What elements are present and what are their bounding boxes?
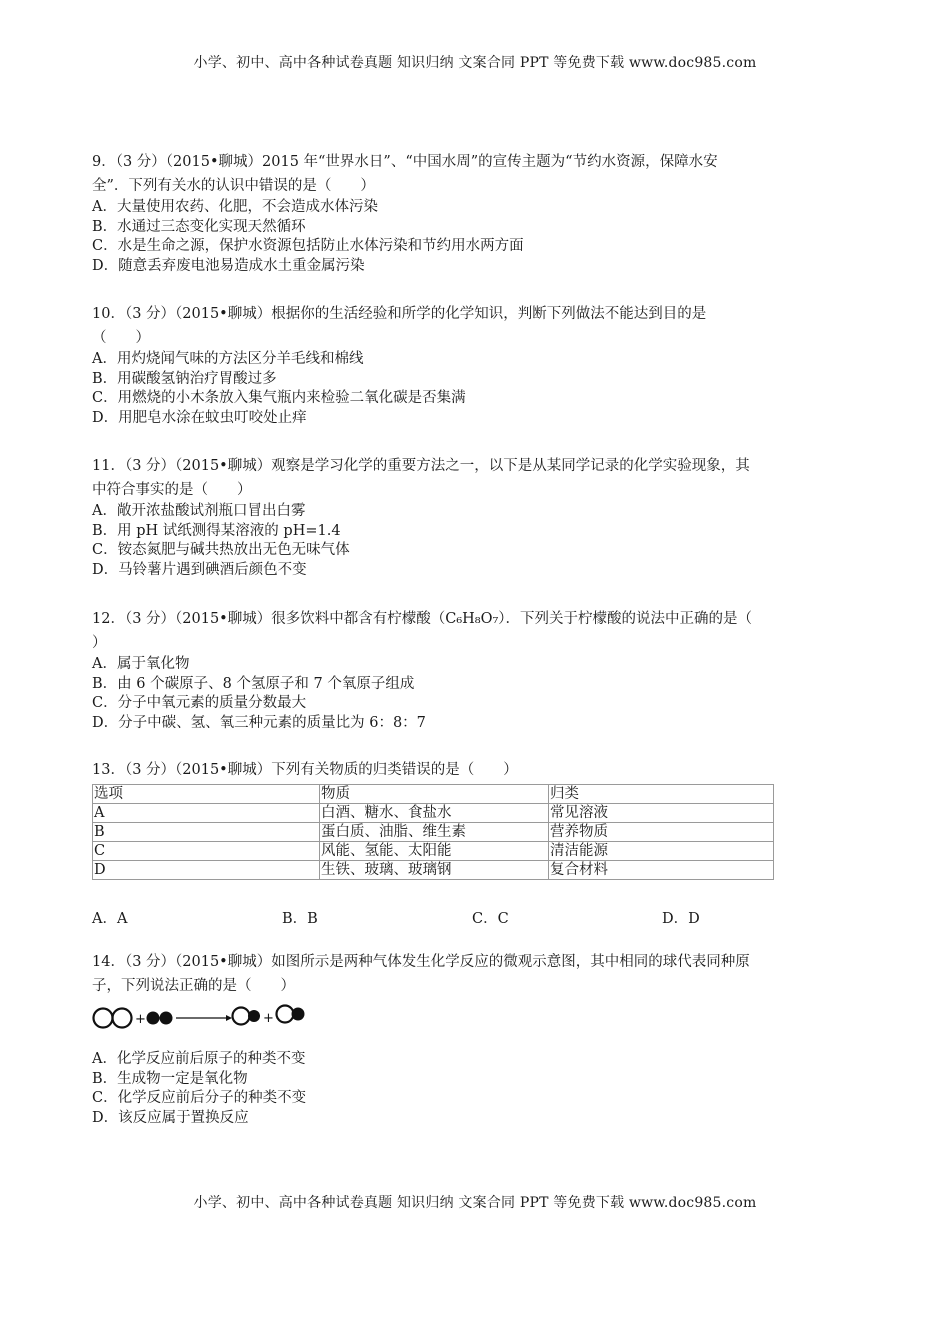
question-13-option-c: C．C — [472, 911, 509, 927]
question-14-stem-line2: 子，下列说法正确的是（ ） — [92, 978, 295, 994]
question-10-option-d: D．用肥皂水涂在蚊虫叮咬处止痒 — [92, 409, 307, 426]
question-12-option-d: D．分子中碳、氢、氧三种元素的质量比为 6：8：7 — [92, 714, 426, 731]
question-13-options — [92, 907, 852, 928]
table-header-row — [93, 785, 774, 804]
question-9-option-c: C．水是生命之源，保护水资源包括防止水体污染和节约用水两方面 — [92, 238, 524, 255]
table-header-cell: 物质 — [320, 785, 549, 804]
question-14-option-b: B．生成物一定是氧化物 — [92, 1070, 248, 1087]
plus-sign: + — [263, 1011, 274, 1026]
question-9-option-d: D．随意丢弃废电池易造成水土重金属污染 — [92, 257, 365, 274]
page-header: 小学、初中、高中各种试卷真题 知识归纳 文案合同 PPT 等免费下载 www.doc985.com — [193, 55, 757, 71]
table-cell: 蛋白质、油脂、维生素 — [320, 823, 549, 842]
question-9-option-b: B．水通过三态变化实现天然循环 — [92, 218, 306, 235]
product-molecule-2 — [277, 1006, 305, 1023]
plus-sign: + — [135, 1012, 146, 1027]
table-cell: D — [93, 861, 320, 880]
question-10-stem-line2: （ ） — [92, 330, 150, 346]
question-13 — [92, 758, 852, 928]
question-14-option-a: A．化学反应前后原子的种类不变 — [92, 1051, 306, 1067]
product-molecule-1 — [233, 1008, 261, 1025]
table-row — [93, 804, 774, 823]
reactant-black-molecule — [147, 1012, 173, 1025]
table-cell: 清洁能源 — [549, 842, 774, 861]
question-11 — [92, 454, 852, 580]
page-footer: 小学、初中、高中各种试卷真题 知识归纳 文案合同 PPT 等免费下载 www.doc985.com — [193, 1195, 757, 1211]
question-11-option-c: C．铵态氮肥与碱共热放出无色无味气体 — [92, 542, 350, 559]
reactant-white-molecule — [94, 1009, 132, 1028]
question-9-stem-line1: 9．（3 分）（2015•聊城）2015 年“世界水日”、“中国水周”的宣传主题为“节约水资源，保障水安 — [92, 154, 718, 170]
question-13-option-d: D．D — [662, 911, 700, 927]
classification-table — [92, 784, 774, 880]
table-cell: 常见溶液 — [549, 804, 774, 823]
question-9-stem-line2: 全”．下列有关水的认识中错误的是（ ） — [92, 178, 375, 194]
question-11-stem-line1: 11．（3 分）（2015•聊城）观察是学习化学的重要方法之一，以下是从某同学记录的化学实验现象，其 — [92, 458, 750, 474]
question-14-option-d: D．该反应属于置换反应 — [92, 1109, 249, 1126]
question-14-stem-line1: 14．（3 分）（2015•聊城）如图所示是两种气体发生化学反应的微观示意图，其中相同的球代表同种原 — [92, 954, 750, 970]
question-13-stem: 13．（3 分）（2015•聊城）下列有关物质的归类错误的是（ ） — [92, 762, 518, 778]
question-9-option-a: A．大量使用农药、化肥，不会造成水体污染 — [92, 199, 378, 215]
question-11-stem-line2: 中符合事实的是（ ） — [92, 482, 252, 498]
table-cell: 复合材料 — [549, 861, 774, 880]
question-10-option-b: B．用碳酸氢钠治疗胃酸过多 — [92, 370, 277, 387]
table-header-cell: 归类 — [549, 785, 774, 804]
question-12-option-b: B．由 6 个碳原子、8 个氢原子和 7 个氧原子组成 — [92, 675, 415, 692]
question-11-option-b: B．用 pH 试纸测得某溶液的 pH=1.4 — [92, 522, 341, 539]
table-row — [93, 823, 774, 842]
table-cell: A — [93, 804, 320, 823]
question-11-option-d: D．马铃薯片遇到碘酒后颜色不变 — [92, 561, 307, 578]
table-cell: 营养物质 — [549, 823, 774, 842]
question-12-stem-line1: 12．（3 分）（2015•聊城）很多饮料中都含有柠檬酸（C₆H₈O₇）．下列关于柠檬酸的说法中正确的是（ — [92, 611, 753, 627]
question-13-option-b: B．B — [282, 911, 318, 927]
table-row — [93, 861, 774, 880]
question-10-option-a: A．用灼烧闻气味的方法区分羊毛线和棉线 — [92, 351, 364, 367]
question-9 — [92, 150, 852, 276]
question-11-option-a: A．敞开浓盐酸试剂瓶口冒出白雾 — [92, 503, 306, 519]
question-12 — [92, 607, 852, 733]
question-10 — [92, 302, 852, 428]
question-10-option-c: C．用燃烧的小木条放入集气瓶内来检验二氧化碳是否集满 — [92, 390, 466, 407]
table-row — [93, 842, 774, 861]
question-12-option-a: A．属于氧化物 — [92, 656, 190, 672]
table-cell: B — [93, 823, 320, 842]
question-12-option-c: C．分子中氧元素的质量分数最大 — [92, 695, 307, 712]
table-cell: C — [93, 842, 320, 861]
question-13-option-a: A．A — [92, 911, 128, 927]
table-header-cell: 选项 — [93, 785, 320, 804]
question-10-stem-line1: 10．（3 分）（2015•聊城）根据你的生活经验和所学的化学知识，判断下列做法不能达到目的是 — [92, 306, 707, 322]
question-14 — [92, 950, 852, 1128]
question-14-option-c: C．化学反应前后分子的种类不变 — [92, 1090, 307, 1107]
question-12-stem-line2: ） — [92, 635, 107, 651]
reaction-arrowhead — [226, 1015, 232, 1021]
reaction-diagram — [92, 1002, 852, 1032]
table-cell: 生铁、玻璃、玻璃钢 — [320, 861, 549, 880]
molecule-reaction-figure — [92, 1002, 332, 1032]
table-cell: 白酒、糖水、食盐水 — [320, 804, 549, 823]
table-cell: 风能、氢能、太阳能 — [320, 842, 549, 861]
